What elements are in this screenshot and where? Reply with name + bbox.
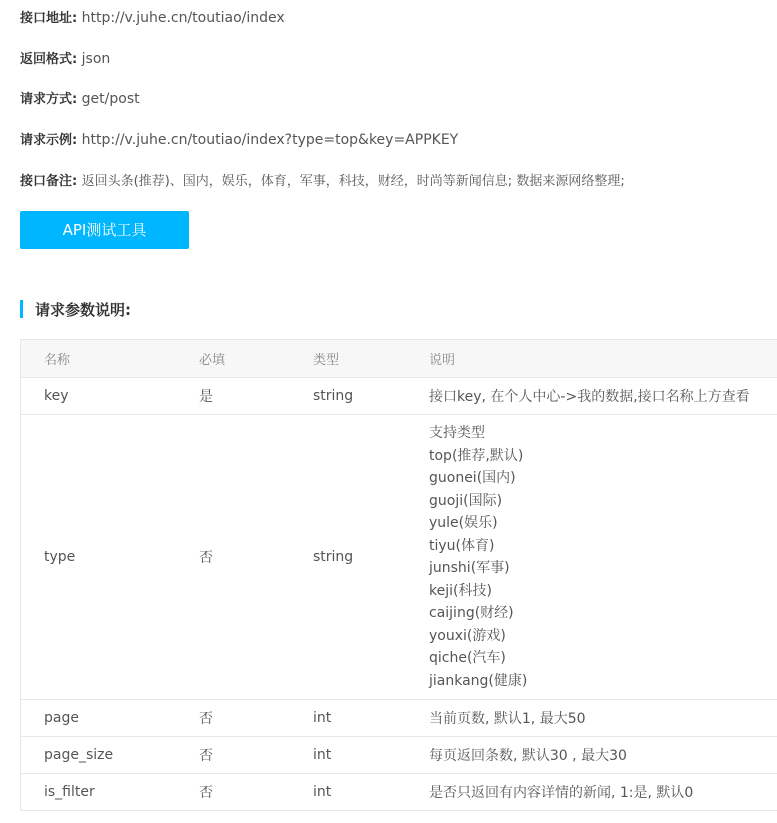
example-value: http://v.juhe.cn/toutiao/index?type=top&key=APPKEY [81, 132, 459, 148]
section-accent-bar [20, 300, 23, 318]
param-name: page [21, 700, 200, 737]
header-desc: 说明 [429, 340, 777, 378]
type-option: keji(科技) [429, 582, 492, 599]
method-value: get/post [81, 91, 140, 107]
format-label: 返回格式: [20, 52, 78, 67]
type-option: jiankang(健康) [429, 672, 528, 689]
type-option: youxi(游戏) [429, 627, 506, 644]
table-row [21, 415, 777, 700]
format-value: json [81, 51, 111, 67]
param-required: 否 [199, 737, 313, 774]
param-type: string [313, 415, 429, 700]
type-option: junshi(军事) [429, 560, 510, 576]
info-address [20, 8, 285, 28]
param-type: string [313, 378, 429, 415]
note-label: 接口备注: [20, 174, 78, 189]
header-required: 必填 [199, 340, 313, 378]
address-label: 接口地址: [20, 11, 78, 26]
type-option: guoji(国际) [429, 492, 503, 509]
header-name: 名称 [21, 340, 200, 378]
param-name: is_filter [21, 774, 200, 811]
param-type: int [313, 774, 429, 811]
table-row [21, 737, 777, 774]
info-example [20, 130, 458, 150]
info-note [20, 171, 625, 191]
info-method [20, 89, 140, 109]
type-option: caijing(财经) [429, 605, 514, 621]
type-option: guonei(国内) [429, 470, 516, 486]
type-option: yule(娱乐) [429, 515, 498, 531]
param-name: key [21, 378, 200, 415]
param-required: 是 [199, 378, 313, 415]
section-heading [20, 300, 131, 320]
type-option: qiche(汽车) [429, 650, 506, 666]
method-label: 请求方式: [20, 92, 78, 107]
param-required: 否 [199, 415, 313, 700]
param-desc: 当前页数, 默认1, 最大50 [429, 700, 777, 737]
address-value: http://v.juhe.cn/toutiao/index [81, 10, 285, 26]
param-name: type [21, 415, 200, 700]
type-options-list [429, 415, 777, 699]
param-desc: 每页返回条数, 默认30 , 最大30 [429, 737, 777, 774]
table-row [21, 700, 777, 737]
type-option: top(推荐,默认) [429, 447, 524, 464]
param-type: int [313, 737, 429, 774]
api-test-tool-button[interactable]: API测试工具 [20, 211, 189, 249]
note-value: 返回头条(推荐)、国内，娱乐，体育，军事，科技，财经，时尚等新闻信息; 数据来源网络整理; [81, 174, 625, 189]
param-name: page_size [21, 737, 200, 774]
param-required: 否 [199, 774, 313, 811]
table-row [21, 378, 777, 415]
table-row [21, 774, 777, 811]
param-desc: 接口key, 在个人中心->我的数据,接口名称上方查看 [429, 378, 777, 415]
params-table [20, 339, 777, 811]
type-option: 支持类型 [429, 425, 485, 441]
header-type: 类型 [313, 340, 429, 378]
param-type: int [313, 700, 429, 737]
param-desc: 是否只返回有内容详情的新闻, 1:是, 默认0 [429, 774, 777, 811]
param-required: 否 [199, 700, 313, 737]
info-format [20, 49, 110, 69]
example-label: 请求示例: [20, 133, 78, 148]
section-title: 请求参数说明: [35, 301, 131, 319]
type-option: tiyu(体育) [429, 537, 495, 554]
table-header-row [21, 340, 777, 378]
param-desc [429, 415, 777, 700]
